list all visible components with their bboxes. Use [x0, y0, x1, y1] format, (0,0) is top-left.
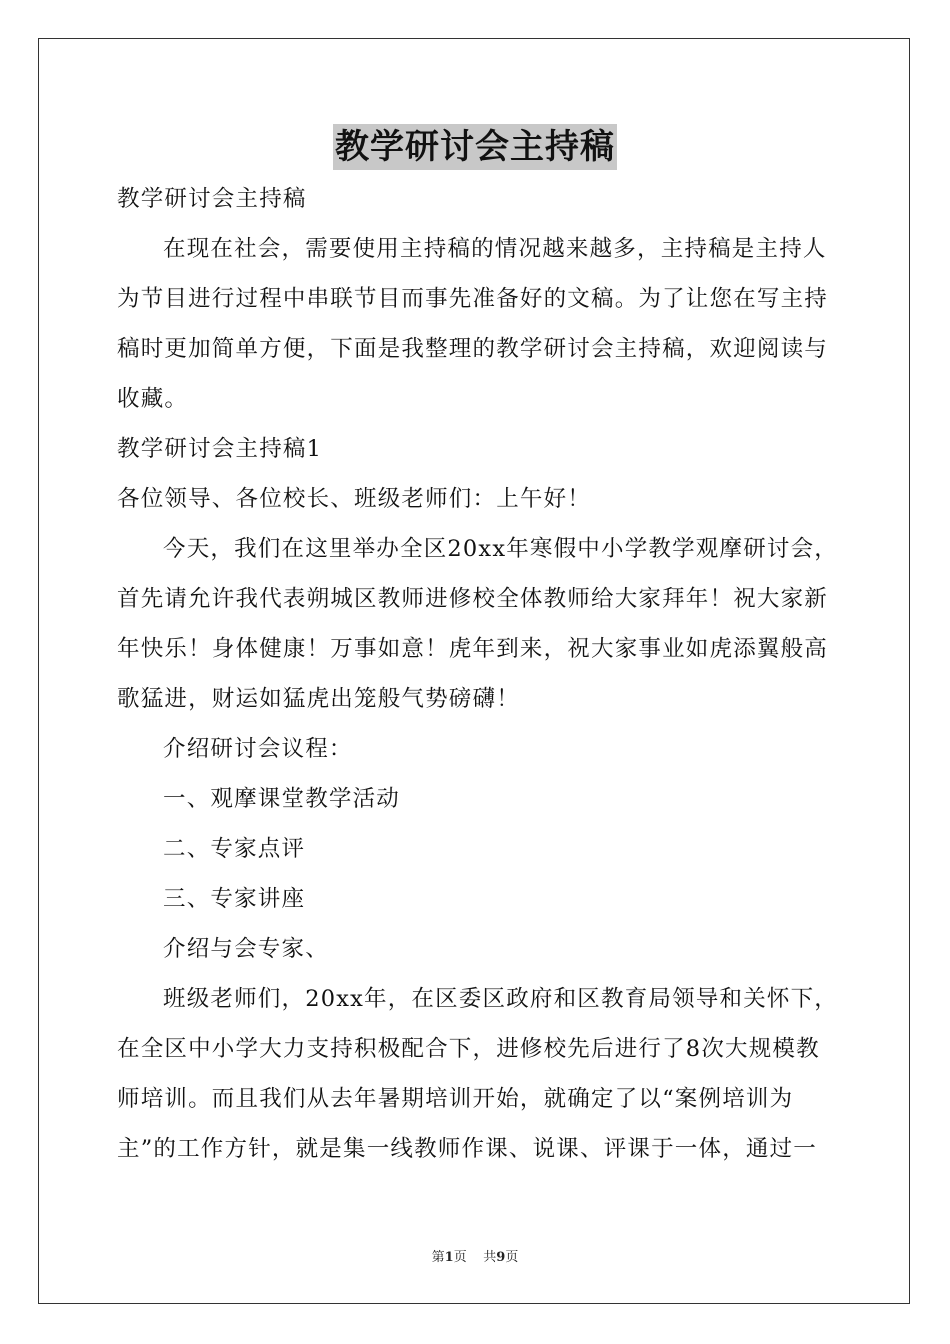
paragraph-line: 收藏。: [117, 386, 189, 412]
paragraph-line: 班级老师们，20xx年，在区委区政府和区教育局领导和关怀下，: [163, 986, 839, 1012]
section-heading: 教学研讨会主持稿1: [117, 436, 323, 462]
paragraph-line: 年快乐！身体健康！万事如意！虎年到来，祝大家事业如虎添翼般高: [117, 636, 829, 662]
paragraph-line: 在全区中小学大力支持积极配合下，进修校先后进行了8次大规模教: [117, 1036, 820, 1062]
paragraph-line: 在现在社会，需要使用主持稿的情况越来越多，主持稿是主持人: [163, 236, 827, 262]
greeting-line: 各位领导、各位校长、班级老师们：上午好！: [117, 486, 592, 512]
paragraph-line: 首先请允许我代表朔城区教师进修校全体教师给大家拜年！祝大家新: [117, 586, 829, 612]
paragraph-line: 介绍与会专家、: [163, 936, 329, 962]
total-label-suffix: 页: [505, 1250, 519, 1265]
page-footer: [0, 1246, 950, 1265]
page-label-suffix: 页: [453, 1250, 467, 1265]
subtitle-line: 教学研讨会主持稿: [117, 186, 307, 212]
agenda-item: 一、观摩课堂教学活动: [163, 786, 401, 812]
paragraph-line: 今天，我们在这里举办全区20xx年寒假中小学教学观摩研讨会，: [163, 536, 839, 562]
paragraph-line: 为节目进行过程中串联节目而事先准备好的文稿。为了让您在写主持: [117, 286, 829, 312]
total-pages: 9: [496, 1250, 506, 1265]
document-title: 教学研讨会主持稿: [333, 124, 617, 170]
page-label-prefix: 第: [431, 1250, 445, 1265]
title-container: [0, 124, 950, 170]
agenda-intro: 介绍研讨会议程：: [163, 736, 353, 762]
document-body: [117, 174, 837, 1174]
paragraph-line: 师培训。而且我们从去年暑期培训开始，就确定了以“案例培训为: [117, 1086, 794, 1112]
page-number: 1: [444, 1250, 454, 1265]
paragraph-line: 主”的工作方针，就是集一线教师作课、说课、评课于一体，通过一: [117, 1136, 818, 1162]
paragraph-line: 歌猛进，财运如猛虎出笼般气势磅礴！: [117, 686, 520, 712]
agenda-item: 三、专家讲座: [163, 886, 306, 912]
agenda-item: 二、专家点评: [163, 836, 306, 862]
total-label-prefix: 共: [483, 1250, 497, 1265]
paragraph-line: 稿时更加简单方便，下面是我整理的教学研讨会主持稿，欢迎阅读与: [117, 336, 829, 362]
